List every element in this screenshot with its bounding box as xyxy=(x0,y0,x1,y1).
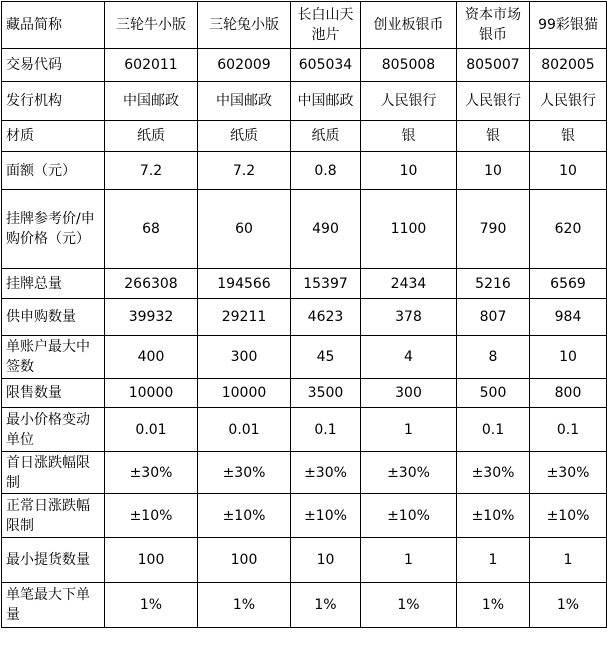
table-cell: 266308 xyxy=(105,269,198,299)
table-cell: 605034 xyxy=(291,49,361,82)
row-label: 最小价格变动单位 xyxy=(2,408,105,452)
table-cell: 1 xyxy=(361,408,457,452)
table-cell: 纸质 xyxy=(291,121,361,152)
table-row xyxy=(2,538,607,583)
table-cell: 300 xyxy=(361,379,457,408)
table-cell: 620 xyxy=(530,190,607,269)
table-cell: 1 xyxy=(530,538,607,583)
table-cell: 4 xyxy=(361,336,457,379)
collectibles-table xyxy=(1,1,607,628)
table-cell: 100 xyxy=(198,538,291,583)
table-cell: 802005 xyxy=(530,49,607,82)
header-cell: 长白山天池片 xyxy=(291,2,361,49)
table-cell: 10000 xyxy=(198,379,291,408)
table-cell: 800 xyxy=(530,379,607,408)
table-cell: 500 xyxy=(457,379,530,408)
table-cell: 人民银行 xyxy=(361,82,457,121)
table-cell: 0.1 xyxy=(457,408,530,452)
header-cell: 99彩银猫 xyxy=(530,2,607,49)
table-cell: 1% xyxy=(198,583,291,628)
row-label: 发行机构 xyxy=(2,82,105,121)
table-cell: 银 xyxy=(361,121,457,152)
table-cell: ±10% xyxy=(291,494,361,538)
table-cell: 100 xyxy=(105,538,198,583)
table-cell: 10 xyxy=(457,152,530,190)
table-cell: 378 xyxy=(361,299,457,336)
table-cell: 490 xyxy=(291,190,361,269)
table-cell: 2434 xyxy=(361,269,457,299)
table-cell: ±10% xyxy=(198,494,291,538)
row-label: 首日涨跌幅限制 xyxy=(2,452,105,494)
table-row xyxy=(2,299,607,336)
row-label: 单笔最大下单量 xyxy=(2,583,105,628)
table-cell: 1 xyxy=(361,538,457,583)
table-cell: 7.2 xyxy=(198,152,291,190)
row-label: 交易代码 xyxy=(2,49,105,82)
row-label: 正常日涨跌幅限制 xyxy=(2,494,105,538)
table-cell: ±10% xyxy=(457,494,530,538)
table-cell: ±30% xyxy=(105,452,198,494)
table-cell: 1% xyxy=(105,583,198,628)
header-row xyxy=(2,2,607,49)
table-cell: 3500 xyxy=(291,379,361,408)
header-cell: 创业板银币 xyxy=(361,2,457,49)
table-cell: 6569 xyxy=(530,269,607,299)
table-cell: 1% xyxy=(457,583,530,628)
table-body xyxy=(2,2,607,628)
table-row xyxy=(2,336,607,379)
table-cell: 5216 xyxy=(457,269,530,299)
table-cell: ±10% xyxy=(530,494,607,538)
table-cell: ±30% xyxy=(361,452,457,494)
table-cell: 602011 xyxy=(105,49,198,82)
table-cell: 8 xyxy=(457,336,530,379)
table-cell: 805007 xyxy=(457,49,530,82)
row-label: 单账户最大中签数 xyxy=(2,336,105,379)
table-row xyxy=(2,190,607,269)
table-cell: 984 xyxy=(530,299,607,336)
table-cell: 68 xyxy=(105,190,198,269)
table-cell: 10 xyxy=(291,538,361,583)
table-cell: 10 xyxy=(361,152,457,190)
table-row xyxy=(2,583,607,628)
table-row xyxy=(2,82,607,121)
table-cell: 1% xyxy=(291,583,361,628)
table-cell: 1% xyxy=(361,583,457,628)
table-cell: 人民银行 xyxy=(530,82,607,121)
table-cell: 29211 xyxy=(198,299,291,336)
table-cell: 1 xyxy=(457,538,530,583)
table-cell: 10 xyxy=(530,152,607,190)
table-cell: 4623 xyxy=(291,299,361,336)
header-cell: 三轮兔小版 xyxy=(198,2,291,49)
table-row xyxy=(2,379,607,408)
row-label: 挂牌总量 xyxy=(2,269,105,299)
table-cell: ±10% xyxy=(361,494,457,538)
table-cell: 300 xyxy=(198,336,291,379)
table-cell: 194566 xyxy=(198,269,291,299)
table-cell: ±30% xyxy=(530,452,607,494)
table-cell: 15397 xyxy=(291,269,361,299)
table-cell: 45 xyxy=(291,336,361,379)
table-cell: 790 xyxy=(457,190,530,269)
table-cell: 805008 xyxy=(361,49,457,82)
table-cell: 中国邮政 xyxy=(198,82,291,121)
row-label: 面额（元） xyxy=(2,152,105,190)
table-row xyxy=(2,269,607,299)
table-cell: 0.1 xyxy=(530,408,607,452)
table-row xyxy=(2,452,607,494)
table-cell: 银 xyxy=(530,121,607,152)
table-cell: 400 xyxy=(105,336,198,379)
table-cell: 中国邮政 xyxy=(105,82,198,121)
table-cell: 纸质 xyxy=(105,121,198,152)
table-row xyxy=(2,494,607,538)
header-cell: 藏品简称 xyxy=(2,2,105,49)
table-cell: 0.01 xyxy=(105,408,198,452)
table-cell: 人民银行 xyxy=(457,82,530,121)
table-cell: ±30% xyxy=(198,452,291,494)
row-label: 最小提货数量 xyxy=(2,538,105,583)
table-cell: ±30% xyxy=(291,452,361,494)
table-cell: 602009 xyxy=(198,49,291,82)
row-label: 材质 xyxy=(2,121,105,152)
table-cell: 60 xyxy=(198,190,291,269)
table-row xyxy=(2,121,607,152)
table-cell: 10000 xyxy=(105,379,198,408)
table-cell: 纸质 xyxy=(198,121,291,152)
table-cell: 0.8 xyxy=(291,152,361,190)
table-cell: ±10% xyxy=(105,494,198,538)
table-cell: 中国邮政 xyxy=(291,82,361,121)
table-cell: 39932 xyxy=(105,299,198,336)
header-cell: 三轮牛小版 xyxy=(105,2,198,49)
table-cell: 0.1 xyxy=(291,408,361,452)
header-cell: 资本市场银币 xyxy=(457,2,530,49)
row-label: 挂牌参考价/申购价格（元） xyxy=(2,190,105,269)
table-cell: 0.01 xyxy=(198,408,291,452)
table-cell: 807 xyxy=(457,299,530,336)
table-cell: ±30% xyxy=(457,452,530,494)
table-cell: 1% xyxy=(530,583,607,628)
table-cell: 银 xyxy=(457,121,530,152)
row-label: 供申购数量 xyxy=(2,299,105,336)
table-row xyxy=(2,49,607,82)
table-row xyxy=(2,152,607,190)
row-label: 限售数量 xyxy=(2,379,105,408)
table-cell: 1100 xyxy=(361,190,457,269)
table-cell: 7.2 xyxy=(105,152,198,190)
table-cell: 10 xyxy=(530,336,607,379)
table-row xyxy=(2,408,607,452)
